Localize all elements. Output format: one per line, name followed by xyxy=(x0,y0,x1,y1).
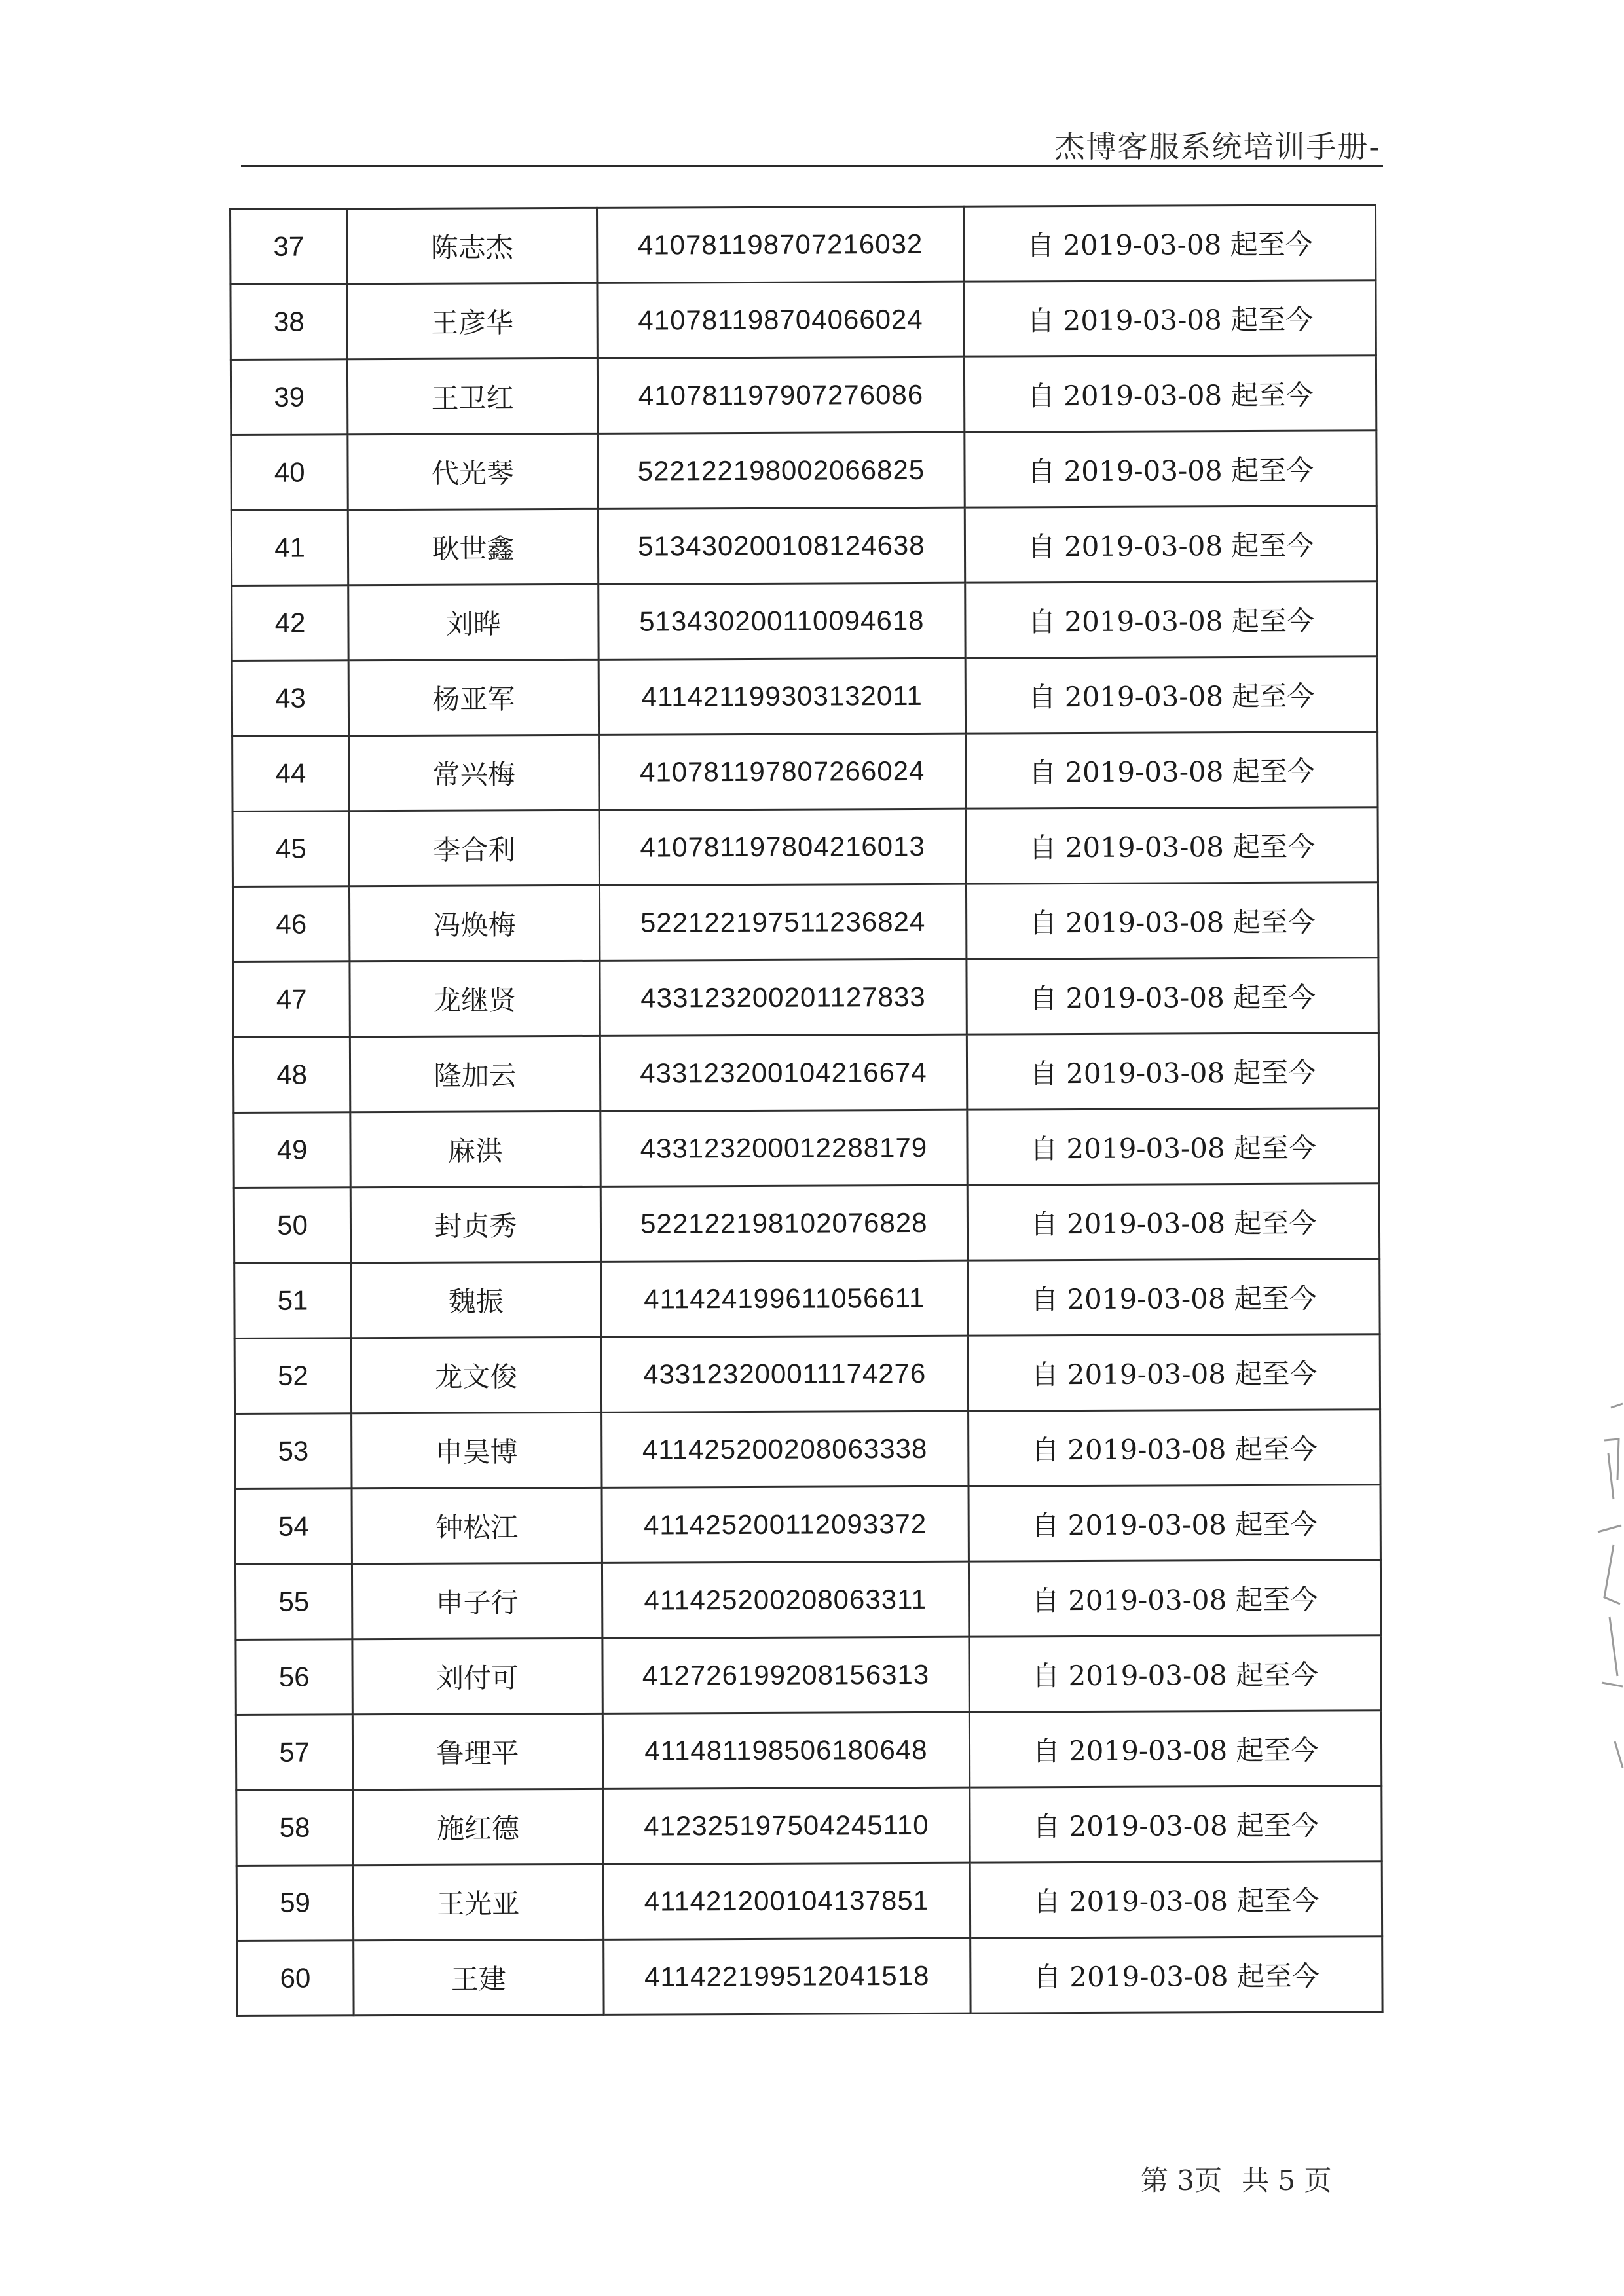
id-number-cell: 411421200104137851 xyxy=(603,1863,970,1939)
period-cell: 自 2019-03-08 起至今 xyxy=(967,883,1378,959)
row-number-cell: 38 xyxy=(231,284,348,360)
name-cell: 李合利 xyxy=(349,810,599,886)
period-cell: 自 2019-03-08 起至今 xyxy=(967,1108,1379,1185)
table-row xyxy=(232,657,1377,737)
id-number-cell: 522122198102076828 xyxy=(600,1185,968,1262)
name-cell: 王建 xyxy=(354,1939,604,2015)
name-cell: 王卫红 xyxy=(348,358,598,434)
row-number-cell: 45 xyxy=(232,811,350,887)
header-divider xyxy=(241,165,1383,167)
period-cell: 自 2019-03-08 起至今 xyxy=(969,1485,1380,1561)
table-row xyxy=(236,1786,1382,1866)
table-row xyxy=(231,280,1376,360)
name-cell: 耿世鑫 xyxy=(348,509,598,585)
table-row xyxy=(235,1560,1380,1640)
name-cell: 刘付可 xyxy=(352,1638,602,1714)
table-row xyxy=(232,732,1378,812)
id-number-cell: 411424199611056611 xyxy=(600,1260,968,1337)
period-cell: 自 2019-03-08 起至今 xyxy=(964,280,1376,357)
period-cell: 自 2019-03-08 起至今 xyxy=(964,205,1376,282)
id-number-cell: 522122197511236824 xyxy=(599,884,967,960)
name-cell: 陈志杰 xyxy=(347,208,597,283)
row-number-cell: 39 xyxy=(231,359,348,435)
table-row xyxy=(231,506,1376,586)
id-number-cell: 433123200104216674 xyxy=(600,1034,967,1111)
id-number-cell: 411425200112093372 xyxy=(602,1486,969,1563)
id-number-cell: 410781197907276086 xyxy=(597,357,965,433)
id-number-cell: 411421199303132011 xyxy=(599,658,966,735)
name-cell: 封贞秀 xyxy=(350,1186,600,1262)
period-cell: 自 2019-03-08 起至今 xyxy=(965,657,1377,733)
id-number-cell: 411481198506180648 xyxy=(602,1712,970,1789)
period-cell: 自 2019-03-08 起至今 xyxy=(966,807,1378,884)
row-number-cell: 48 xyxy=(233,1037,350,1113)
name-cell: 施红德 xyxy=(353,1789,603,1865)
period-cell: 自 2019-03-08 起至今 xyxy=(965,581,1377,658)
table-row xyxy=(233,958,1378,1038)
table-row xyxy=(231,205,1376,285)
row-number-cell: 54 xyxy=(235,1489,352,1565)
table-row xyxy=(236,1861,1382,1941)
period-cell: 自 2019-03-08 起至今 xyxy=(967,1184,1379,1260)
table-row xyxy=(233,1033,1378,1113)
period-cell: 自 2019-03-08 起至今 xyxy=(968,1334,1380,1411)
table-row xyxy=(232,883,1378,962)
row-number-cell: 51 xyxy=(234,1263,352,1339)
table-row xyxy=(234,1184,1379,1264)
name-cell: 王彦华 xyxy=(347,283,597,359)
table-row xyxy=(232,581,1377,661)
table-row xyxy=(234,1108,1379,1188)
id-number-cell: 433123200012288179 xyxy=(600,1110,967,1186)
period-cell: 自 2019-03-08 起至今 xyxy=(969,1635,1381,1712)
row-number-cell: 58 xyxy=(236,1790,354,1866)
id-number-cell: 412726199208156313 xyxy=(602,1637,970,1713)
id-number-cell: 513430200108124638 xyxy=(598,507,965,584)
period-cell: 自 2019-03-08 起至今 xyxy=(966,732,1378,809)
table-row xyxy=(231,431,1376,511)
period-cell: 自 2019-03-08 起至今 xyxy=(967,1033,1378,1110)
id-number-cell: 410781197807266024 xyxy=(599,733,966,810)
id-number-cell: 410781197804216013 xyxy=(599,809,967,885)
row-number-cell: 53 xyxy=(235,1413,352,1489)
id-number-cell: 433123200201127833 xyxy=(600,959,967,1036)
row-number-cell: 43 xyxy=(232,661,349,737)
table-row xyxy=(232,807,1378,887)
row-number-cell: 57 xyxy=(236,1715,353,1791)
row-number-cell: 47 xyxy=(233,962,350,1038)
name-cell: 刘晔 xyxy=(348,584,599,660)
name-cell: 常兴梅 xyxy=(349,735,599,811)
row-number-cell: 49 xyxy=(234,1112,351,1188)
scan-artifact-mark xyxy=(1585,1401,1624,1781)
name-cell: 杨亚军 xyxy=(348,659,599,735)
period-cell: 自 2019-03-08 起至今 xyxy=(969,1560,1381,1637)
period-cell: 自 2019-03-08 起至今 xyxy=(969,1711,1381,1787)
page-number xyxy=(1141,2159,1332,2198)
row-number-cell: 41 xyxy=(231,510,348,586)
period-cell: 自 2019-03-08 起至今 xyxy=(970,1937,1382,2013)
row-number-cell: 56 xyxy=(236,1639,353,1715)
row-number-cell: 59 xyxy=(236,1865,354,1941)
row-number-cell: 40 xyxy=(231,435,348,511)
table-row xyxy=(231,355,1376,435)
name-cell: 隆加云 xyxy=(350,1036,600,1112)
row-number-cell: 55 xyxy=(235,1564,352,1640)
roster-table-body xyxy=(231,205,1383,2016)
name-cell: 鲁理平 xyxy=(353,1713,603,1789)
period-cell: 自 2019-03-08 起至今 xyxy=(970,1861,1382,1938)
row-number-cell: 44 xyxy=(232,736,350,812)
name-cell: 申昊博 xyxy=(352,1412,602,1488)
name-cell: 钟松江 xyxy=(352,1487,602,1563)
id-number-cell: 513430200110094618 xyxy=(598,583,965,659)
period-cell: 自 2019-03-08 起至今 xyxy=(965,506,1376,583)
period-cell: 自 2019-03-08 起至今 xyxy=(967,958,1378,1034)
table-row xyxy=(235,1410,1380,1489)
id-number-cell: 411422199512041518 xyxy=(603,1938,970,2014)
table-row xyxy=(236,1635,1381,1715)
id-number-cell: 522122198002066825 xyxy=(598,432,965,509)
period-cell: 自 2019-03-08 起至今 xyxy=(969,1410,1380,1486)
table-row xyxy=(235,1485,1380,1565)
period-cell: 自 2019-03-08 起至今 xyxy=(964,355,1376,432)
row-number-cell: 46 xyxy=(232,886,350,962)
name-cell: 王光亚 xyxy=(353,1864,603,1940)
table-row xyxy=(236,1711,1381,1791)
period-cell: 自 2019-03-08 起至今 xyxy=(968,1259,1380,1336)
period-cell: 自 2019-03-08 起至今 xyxy=(965,431,1376,507)
id-number-cell: 412325197504245110 xyxy=(602,1787,970,1864)
id-number-cell: 410781198707216032 xyxy=(597,206,964,283)
name-cell: 魏振 xyxy=(351,1262,601,1338)
name-cell: 龙继贤 xyxy=(350,960,600,1036)
row-number-cell: 42 xyxy=(232,585,349,661)
row-number-cell: 50 xyxy=(234,1188,351,1264)
roster-table xyxy=(229,204,1384,2017)
total-pages-label: 共 5 页 xyxy=(1242,2164,1332,2196)
id-number-cell: 410781198704066024 xyxy=(597,282,965,358)
id-number-cell: 411425200208063311 xyxy=(602,1561,969,1638)
row-number-cell: 60 xyxy=(237,1941,354,2016)
period-cell: 自 2019-03-08 起至今 xyxy=(970,1786,1382,1863)
name-cell: 冯焕梅 xyxy=(350,885,600,961)
name-cell: 龙文俊 xyxy=(351,1337,601,1413)
table-row xyxy=(234,1259,1380,1339)
row-number-cell: 52 xyxy=(234,1338,352,1414)
table-row xyxy=(237,1937,1382,2016)
table-row xyxy=(234,1334,1380,1414)
name-cell: 代光琴 xyxy=(348,433,598,509)
row-number-cell: 37 xyxy=(231,209,348,285)
name-cell: 麻洪 xyxy=(350,1111,600,1187)
current-page-label: 第 3页 xyxy=(1141,2164,1223,2196)
id-number-cell: 433123200011174276 xyxy=(601,1336,969,1412)
document-header-title: 杰博客服系统培训手册- xyxy=(1054,129,1380,164)
id-number-cell: 411425200208063338 xyxy=(601,1411,969,1487)
name-cell: 申子行 xyxy=(352,1563,602,1639)
